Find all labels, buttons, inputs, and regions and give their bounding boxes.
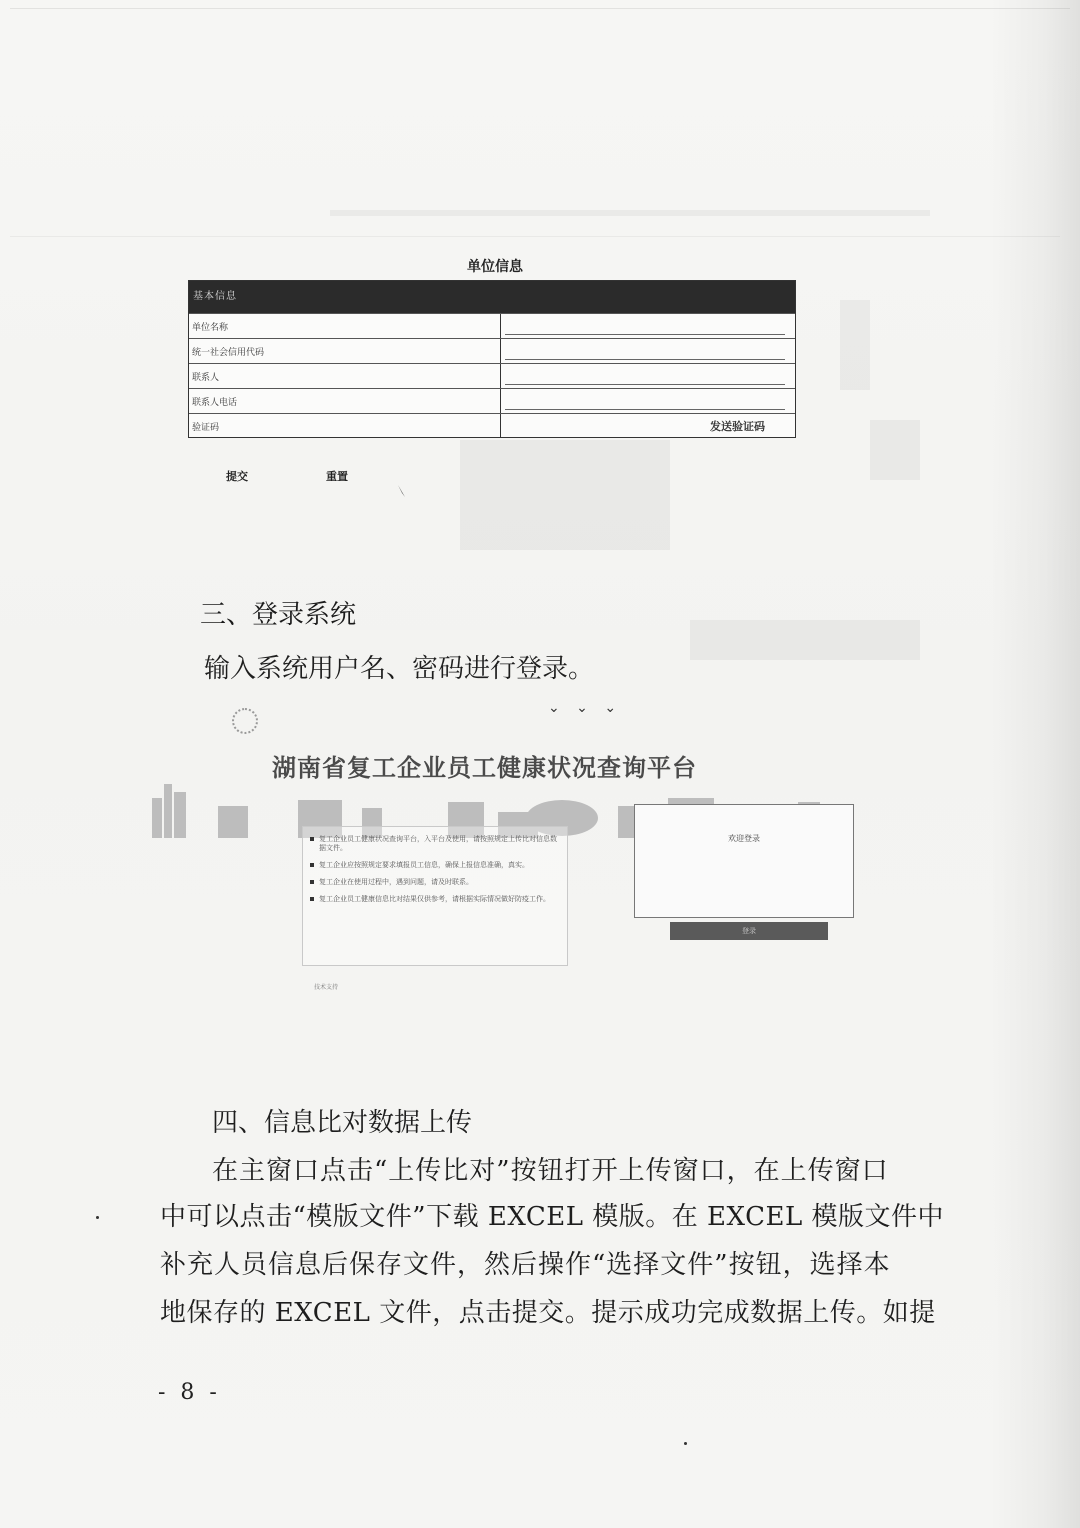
login-box	[634, 804, 854, 918]
form-row	[189, 388, 795, 413]
bleed-through	[870, 420, 920, 480]
credit-code-input[interactable]	[505, 342, 785, 360]
bleed-through	[330, 210, 930, 216]
field-label: 验证码	[192, 423, 220, 433]
welcome-text: 欢迎登录	[728, 834, 760, 843]
page-number: - 8 -	[158, 1380, 221, 1405]
contact-input[interactable]	[505, 367, 785, 385]
login-screenshot	[148, 700, 854, 1000]
paragraph-line: 补充人员信息后保存文件，然后操作“选择文件”按钮，选择本	[160, 1250, 891, 1280]
paragraph-line: 输入系统用户名、密码进行登录。	[204, 654, 595, 684]
platform-title: 湖南省复工企业员工健康状况查询平台	[272, 754, 697, 782]
field-label: 联系人电话	[192, 398, 238, 408]
form-row	[189, 413, 795, 438]
speck	[684, 1442, 687, 1445]
notice-text: 复工企业员工健康状况查询平台，入平台及使用，请按照规定上传比对信息数据文件。	[319, 835, 557, 852]
notice-panel	[302, 826, 568, 966]
login-button[interactable]: 登录	[670, 922, 828, 940]
paragraph-line: 地保存的 EXCEL 文件，点击提交。提示成功完成数据上传。如提	[160, 1298, 936, 1328]
section-heading: 四、信息比对数据上传	[212, 1108, 473, 1138]
field-label: 联系人	[192, 373, 220, 383]
unit-name-input[interactable]	[505, 317, 785, 335]
unit-info-form	[188, 280, 796, 438]
send-code-button[interactable]: 发送验证码	[710, 420, 765, 433]
scan-artifact	[10, 236, 1060, 237]
field-label: 单位名称	[192, 323, 229, 333]
bleed-through	[840, 300, 870, 390]
form-title: 单位信息	[467, 259, 523, 275]
contact-phone-input[interactable]	[505, 392, 785, 410]
speck	[96, 1216, 99, 1219]
paragraph-line: 中可以点击“模版文件”下载 EXCEL 模版。在 EXCEL 模版文件中	[160, 1202, 944, 1232]
notice-text: 复工企业应按照规定要求填报员工信息，确保上报信息准确，真实。	[319, 861, 529, 869]
field-label: 统一社会信用代码	[192, 348, 265, 358]
mouse-cursor-icon	[396, 484, 410, 500]
reset-button[interactable]: 重置	[326, 470, 348, 483]
birds-icon: ⌄ ⌄ ⌄	[548, 700, 623, 716]
notice-text: 复工企业在使用过程中，遇到问题，请及时联系。	[319, 878, 473, 886]
section-heading: 三、登录系统	[200, 600, 357, 630]
form-row	[189, 313, 795, 338]
emblem-icon	[232, 708, 258, 734]
form-header: 基本信息	[189, 281, 795, 313]
form-row	[189, 338, 795, 363]
bleed-through	[460, 440, 670, 550]
form-row	[189, 363, 795, 388]
paragraph-line: 在主窗口点击“上传比对”按钮打开上传窗口，在上传窗口	[212, 1156, 889, 1186]
scan-shadow	[990, 0, 1080, 1528]
scan-artifact	[10, 8, 1070, 9]
notice-footer: 技术支持	[314, 984, 339, 991]
notice-text: 复工企业员工健康信息比对结果仅供参考，请根据实际情况做好防疫工作。	[319, 895, 550, 903]
submit-button[interactable]: 提交	[226, 470, 248, 483]
bleed-through	[690, 620, 920, 660]
